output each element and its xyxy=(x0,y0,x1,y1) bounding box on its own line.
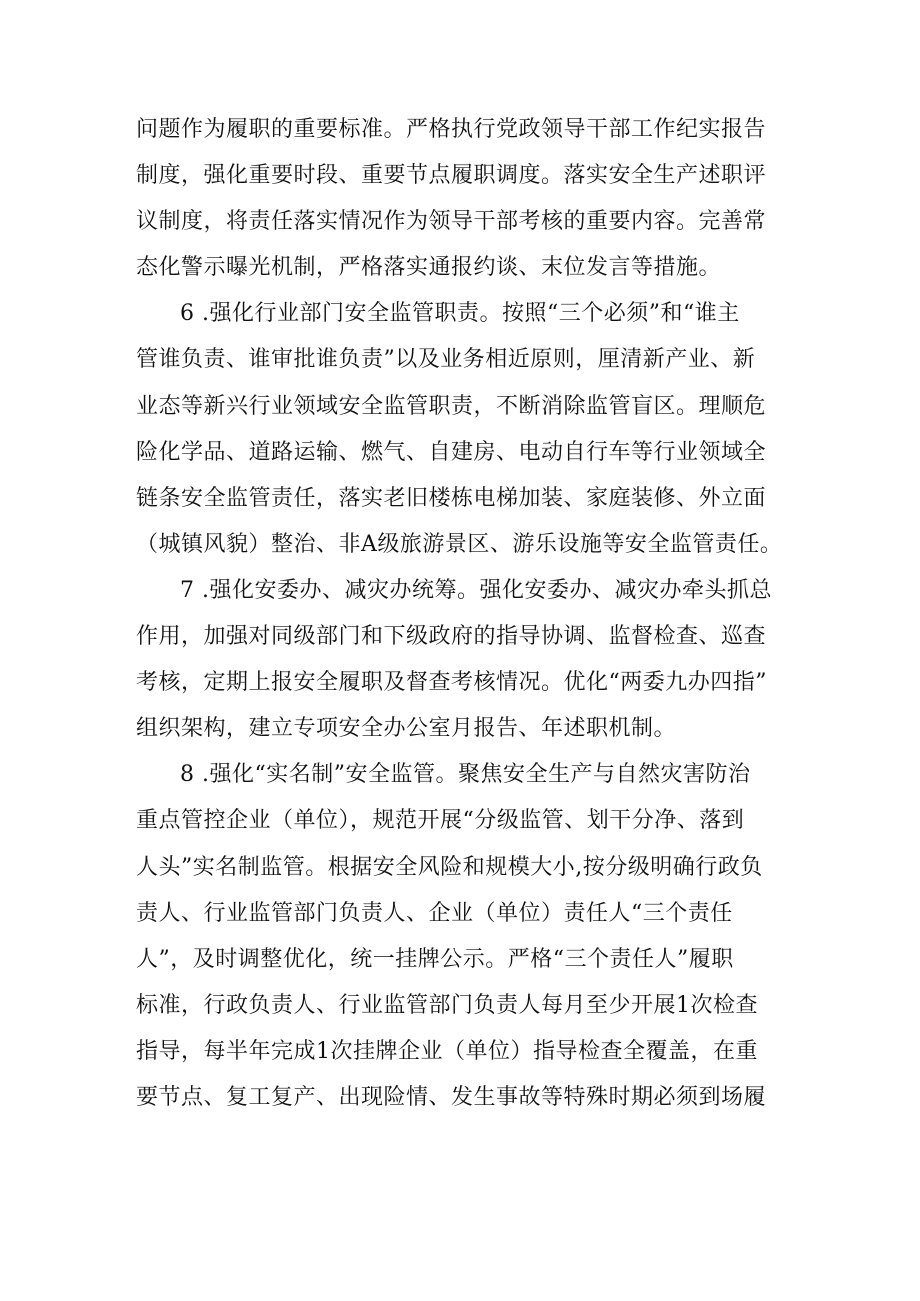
text-line: 考核，定期上报安全履职及督查考核情况。优化“两委九办四指” xyxy=(136,670,767,696)
text-line: 业态等新兴行业领域安全监管职责，不断消除监管盲区。理顺危 xyxy=(136,393,767,419)
text-line: 管谁负责、谁审批谁负责”以及业务相近原则，厘清新产业、新 xyxy=(136,347,756,373)
text-line: 重点管控企业（单位），规范开展“分级监管、划干分净、落到 xyxy=(136,808,745,834)
text-line: 态化警示曝光机制，严格落实通报约谈、末位发言等措施。 xyxy=(136,255,722,281)
text-line: 问题作为履职的重要标准。严格执行党政领导干部工作纪实报告 xyxy=(136,117,767,142)
text-line: 组织架构，建立专项安全办公室月报告、年述职机制。 xyxy=(136,716,677,742)
text-line: 作用，加强对同级部门和下级政府的指导协调、监督检查、巡查 xyxy=(136,624,767,650)
body-text xyxy=(136,107,796,1121)
text-line: 责人、行业监管部门负责人、企业（单位）责任人“三个责任 xyxy=(136,900,733,926)
text-line: 指导，每半年完成1次挂牌企业（单位）指导检查全覆盖，在重 xyxy=(136,1038,758,1064)
text-line: 链条安全监管责任，落实老旧楼栋电梯加装、家庭装修、外立面 xyxy=(136,485,767,511)
section-6-heading-line: 6 .强化行业部门安全监管职责。按照“三个必须”和“谁主 xyxy=(180,301,740,327)
text-line: 议制度，将责任落实情况作为领导干部考核的重要内容。完善常 xyxy=(136,209,767,235)
text-line: 险化学品、道路运输、燃气、自建房、电动自行车等行业领域全 xyxy=(136,439,767,465)
text-line: 人”，及时调整优化，统一挂牌公示。严格“三个责任人”履职 xyxy=(136,946,734,972)
text-line: （城镇风貌）整治、非A级旅游景区、游乐设施等安全监管责任。 xyxy=(136,531,783,557)
text-line: 制度，强化重要时段、重要节点履职调度。落实安全生产述职评 xyxy=(136,163,767,189)
text-line: 要节点、复工复产、出现险情、发生事故等特殊时期必须到场履 xyxy=(136,1084,767,1110)
section-8-heading-line: 8 .强化“实名制”安全监管。聚焦安全生产与自然灾害防治 xyxy=(180,762,751,788)
text-line: 人头”实名制监管。根据安全风险和规模大小,按分级明确行政负 xyxy=(136,854,763,880)
section-7-heading-line: 7 .强化安委办、减灾办统筹。强化安委办、减灾办牵头抓总 xyxy=(180,577,772,603)
text-line: 标准，行政负责人、行业监管部门负责人每月至少开展1次检查 xyxy=(136,992,758,1018)
